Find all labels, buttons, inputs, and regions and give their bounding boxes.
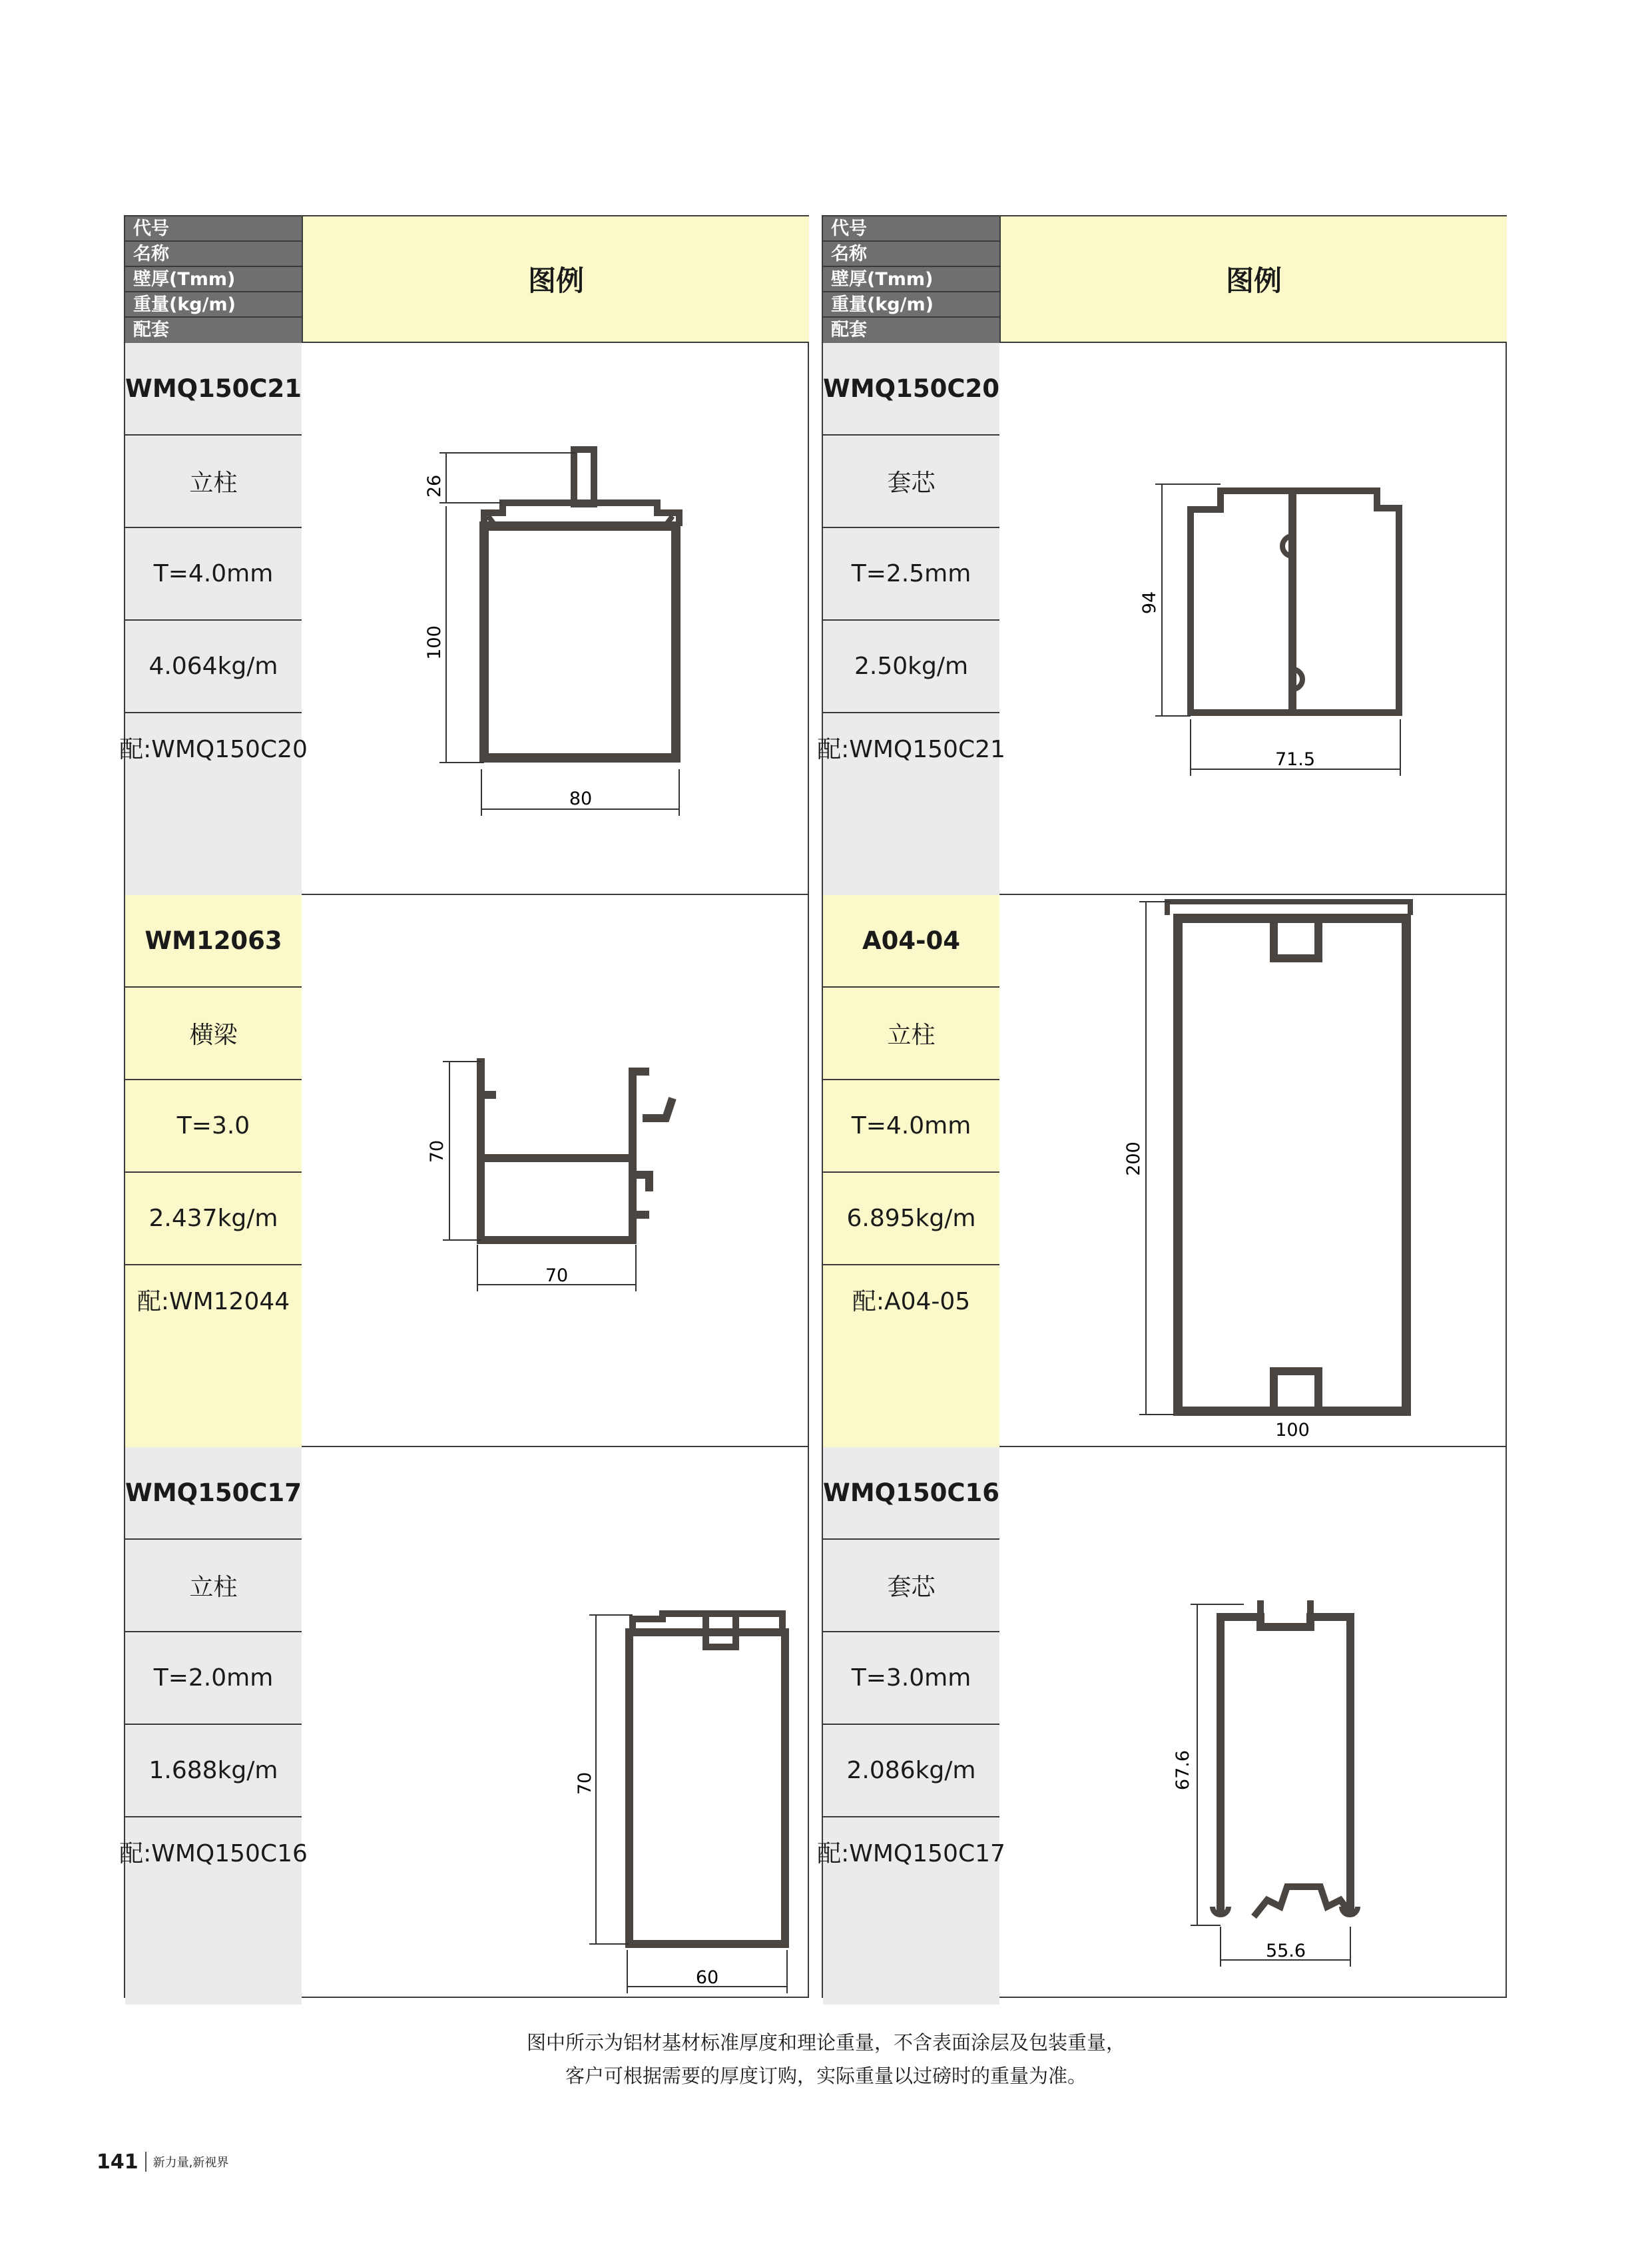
profile-code: WMQ150C20 <box>823 343 999 436</box>
header-label-name: 名称 <box>823 242 999 267</box>
dim-label: 71.5 <box>1274 749 1316 770</box>
left-header <box>125 216 808 343</box>
profile-code: WMQ150C16 <box>823 1447 999 1540</box>
profile-match: 配:A04-05 <box>823 1265 999 1452</box>
header-label-match: 配套 <box>823 318 999 343</box>
profile-code: A04-04 <box>823 895 999 988</box>
profile-drawing <box>303 343 808 894</box>
profile-thickness: T=3.0mm <box>823 1632 999 1725</box>
profile-weight: 2.086kg/m <box>823 1725 999 1817</box>
profile-match: 配:WM12044 <box>125 1265 302 1452</box>
dim-label: 60 <box>695 1967 719 1988</box>
profile-weight: 2.50kg/m <box>823 621 999 713</box>
dim-label: 67.6 <box>1173 1750 1193 1791</box>
header-label-code: 代号 <box>125 216 302 242</box>
profile-drawing <box>303 1447 808 1997</box>
profile-shape <box>629 1614 785 1944</box>
profile-section <box>119 1447 808 1997</box>
profile-drawing <box>1001 343 1506 894</box>
dim-label: 70 <box>575 1771 595 1795</box>
page-number: 141 <box>97 2150 138 2174</box>
profile-weight: 6.895kg/m <box>823 1173 999 1265</box>
profile-name: 套芯 <box>823 1540 999 1632</box>
header-label-weight: 重量(kg/m) <box>125 292 302 318</box>
footer-note-line1: 图中所示为铝材基材标准厚度和理论重量，不含表面涂层及包装重量， <box>526 2031 1125 2054</box>
dim-label: 70 <box>427 1139 447 1163</box>
profile-thickness: T=2.5mm <box>823 528 999 621</box>
profile-code: WM12063 <box>125 895 302 988</box>
dim-label: 100 <box>424 625 445 660</box>
dim-label: 200 <box>1123 1141 1144 1176</box>
profile-shape <box>1191 491 1399 713</box>
profile-thickness: T=4.0mm <box>823 1080 999 1173</box>
profile-section <box>119 343 808 895</box>
dim-label: 26 <box>424 474 445 498</box>
profile-shape <box>484 450 679 758</box>
profile-name: 横梁 <box>125 988 302 1080</box>
profile-code: WMQ150C17 <box>125 1447 302 1540</box>
header-label-code: 代号 <box>823 216 999 242</box>
profile-match: 配:WMQ150C21 <box>823 713 999 900</box>
profile-shape <box>481 1058 673 1240</box>
profile-weight: 2.437kg/m <box>125 1173 302 1265</box>
profile-drawing <box>1001 1447 1506 1997</box>
profile-match: 配:WMQ150C20 <box>125 713 302 900</box>
profile-shape <box>1167 902 1410 1411</box>
dim-label: 80 <box>569 789 593 809</box>
profile-match: 配:WMQ150C17 <box>823 1817 999 2005</box>
header-title: 图例 <box>999 216 1507 342</box>
profile-match: 配:WMQ150C16 <box>125 1817 302 2005</box>
header-label-thickness: 壁厚(Tmm) <box>125 267 302 292</box>
profile-shape <box>1213 1600 1358 1917</box>
profile-section <box>817 1447 1506 1997</box>
profile-weight: 1.688kg/m <box>125 1725 302 1817</box>
footer-slogan: 新力量,新视界 <box>152 2156 229 2170</box>
profile-drawing <box>1001 895 1506 1446</box>
right-header <box>823 216 1506 343</box>
footer-divider <box>145 2152 146 2172</box>
profile-drawing <box>303 895 808 1446</box>
dim-label: 100 <box>1275 1420 1310 1441</box>
profile-thickness: T=4.0mm <box>125 528 302 621</box>
profile-weight: 4.064kg/m <box>125 621 302 713</box>
header-label-match: 配套 <box>125 318 302 343</box>
profile-name: 立柱 <box>823 988 999 1080</box>
profile-section <box>817 343 1506 895</box>
dim-label: 55.6 <box>1265 1941 1306 1961</box>
profile-thickness: T=3.0 <box>125 1080 302 1173</box>
page-footer <box>97 2148 228 2175</box>
profile-name: 立柱 <box>125 436 302 528</box>
profile-name: 套芯 <box>823 436 999 528</box>
dim-label: 94 <box>1139 591 1160 615</box>
header-title: 图例 <box>302 216 809 342</box>
profile-thickness: T=2.0mm <box>125 1632 302 1725</box>
profile-section <box>125 895 808 1447</box>
profile-code: WMQ150C21 <box>125 343 302 436</box>
footer-note-line2: 客户可根据需要的厚度订购，实际重量以过磅时的重量为准。 <box>565 2065 1087 2087</box>
header-label-name: 名称 <box>125 242 302 267</box>
right-table <box>817 215 1507 1998</box>
dim-label: 70 <box>545 1265 569 1286</box>
profile-section <box>823 895 1506 1447</box>
left-table <box>119 215 809 1998</box>
header-label-thickness: 壁厚(Tmm) <box>823 267 999 292</box>
profile-name: 立柱 <box>125 1540 302 1632</box>
header-label-weight: 重量(kg/m) <box>823 292 999 318</box>
